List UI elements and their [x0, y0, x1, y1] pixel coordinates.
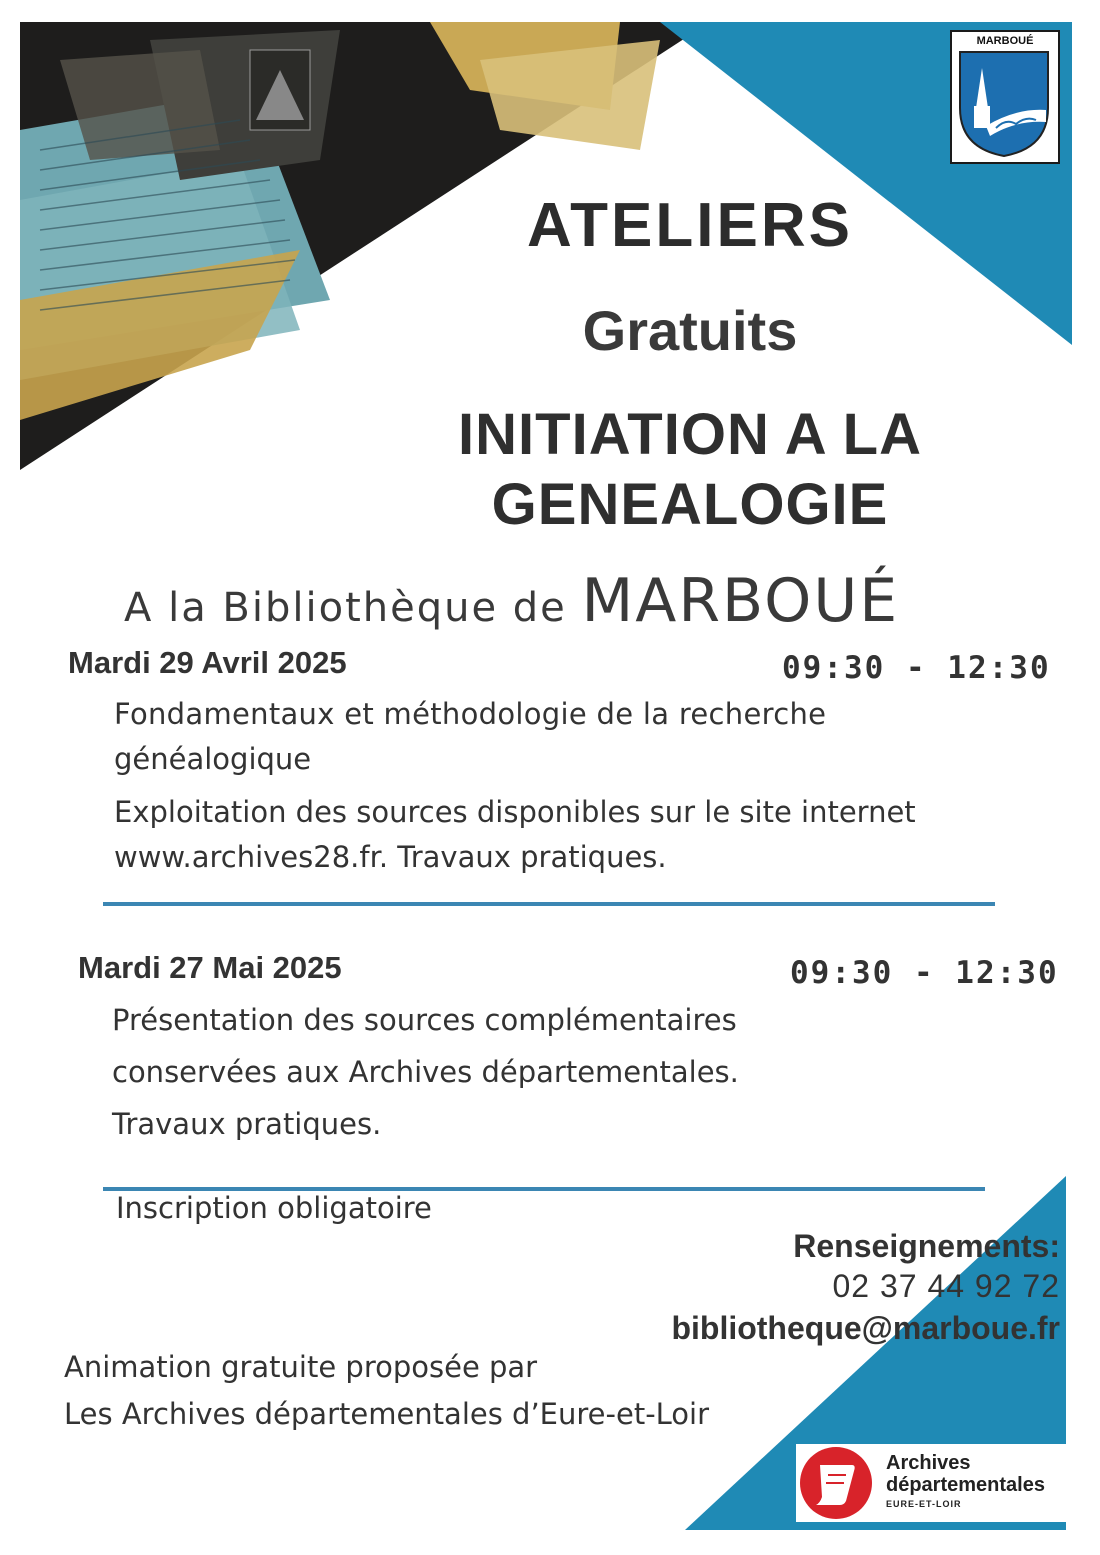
- crest-label: MARBOUÉ: [976, 35, 1034, 47]
- session-2-description: [112, 994, 1012, 1150]
- title-initiation: [370, 400, 1010, 540]
- crest-shield-icon: [956, 48, 1052, 158]
- session-1-line: généalogique: [114, 742, 312, 776]
- session-2-time: 09:30 - 12:30: [790, 955, 1059, 991]
- title-line-genealogie: GENEALOGIE: [491, 472, 889, 537]
- session-1-time: 09:30 - 12:30: [782, 650, 1051, 686]
- title-ateliers: ATELIERS: [527, 191, 853, 260]
- session-1-description: [114, 692, 1054, 880]
- session-1-line: Fondamentaux et méthodologie de la recherche: [114, 697, 827, 731]
- session-2-date: Mardi 27 Mai 2025: [78, 950, 342, 985]
- title-gratuits: Gratuits: [582, 299, 798, 362]
- credit-block: [64, 1344, 709, 1438]
- scroll-icon: [798, 1445, 874, 1521]
- marboue-crest: [950, 30, 1060, 164]
- credit-line-2: Les Archives départementales d’Eure-et-Loir: [64, 1397, 710, 1431]
- contact-block: [671, 1226, 1060, 1350]
- logo-line-1: Archives: [886, 1452, 971, 1474]
- venue-line: [124, 566, 899, 636]
- section-divider: [103, 902, 995, 906]
- session-2-line: conservées aux Archives départementales.: [112, 1055, 739, 1089]
- logo-line-2: départementales: [886, 1474, 1045, 1496]
- session-1-date: Mardi 29 Avril 2025: [68, 645, 347, 680]
- contact-email[interactable]: bibliotheque@marboue.fr: [671, 1310, 1060, 1346]
- session-1-line: www.archives28.fr. Travaux pratiques.: [114, 840, 667, 874]
- logo-line-3: EURE-ET-LOIR: [886, 1499, 962, 1509]
- venue-prefix: A la Bibliothèque de: [124, 585, 567, 631]
- archives-logo: [796, 1444, 1066, 1522]
- title-line-initiation: INITIATION A LA: [458, 402, 922, 467]
- venue-town: MARBOUÉ: [581, 566, 900, 636]
- contact-label: Renseignements:: [793, 1228, 1060, 1264]
- contact-phone: 02 37 44 92 72: [832, 1268, 1060, 1304]
- session-2-line: Présentation des sources complémentaires: [112, 1003, 737, 1037]
- session-2-line: Travaux pratiques.: [112, 1107, 382, 1141]
- registration-note: Inscription obligatoire: [116, 1191, 432, 1225]
- session-1-line: Exploitation des sources disponibles sur le site internet: [114, 795, 916, 829]
- credit-line-1: Animation gratuite proposée par: [64, 1350, 538, 1384]
